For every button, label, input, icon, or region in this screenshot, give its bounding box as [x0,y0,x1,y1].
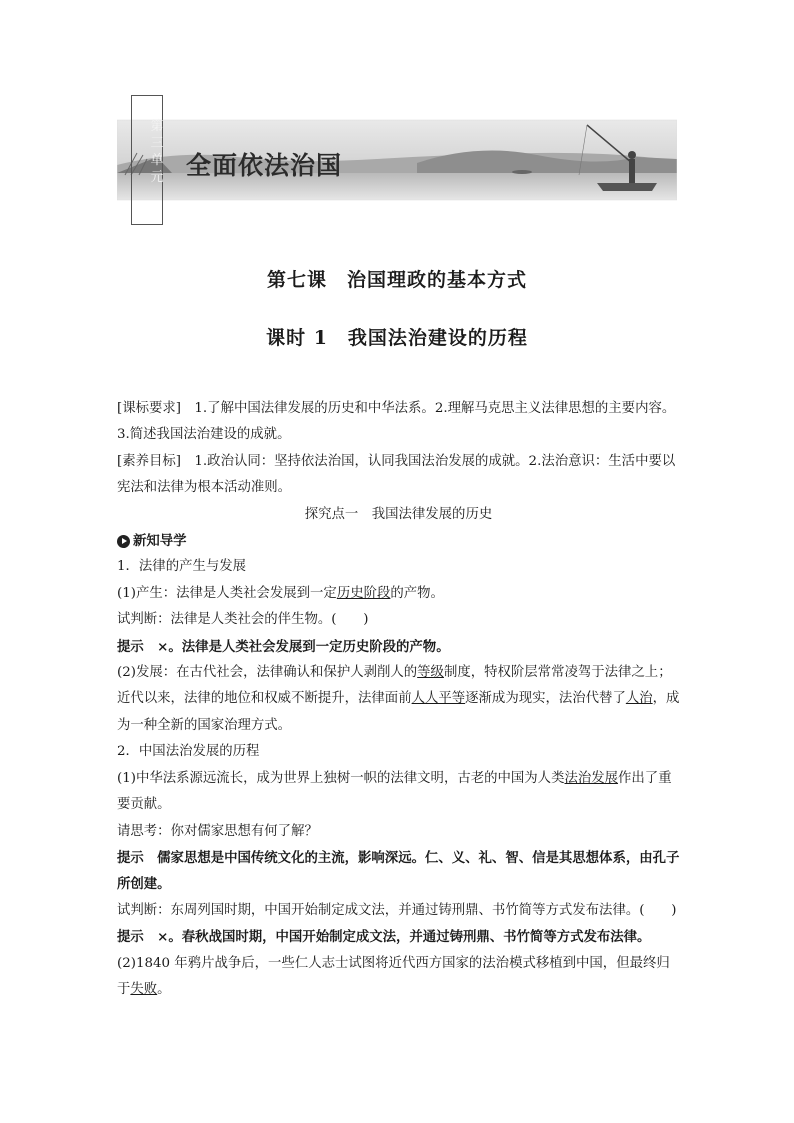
text-run: ，成为一种全新的国家治理方式。 [117,691,680,733]
underlined-term: 等级 [417,665,444,681]
text-run: (2)发展：在古代社会，法律确认和保护人剥削人的 [117,665,418,681]
unit-label: 第三单元 [150,119,164,185]
paragraph-development [117,660,680,739]
text-run: 制度，特权阶层常常凌驾于法律之上；近代以来，法律的地位和权威不断提升，法律面前 [117,665,672,707]
text-run: (1)中华法系源远流长，成为世界上独树一帜的法律文明，古老的中国为人类 [117,770,565,786]
paragraph-opium-war [117,951,680,1004]
underlined-term: 人治 [625,691,653,707]
standards-text: 1.了解中国法律发展的历史和中华法系。2.理解马克思主义法律思想的主要内容。3.简述我国法治建设的成就。 [117,401,676,443]
underlined-term: 历史阶段 [336,585,391,601]
standards-label: [课标要求] [117,401,182,416]
play-circle-icon [117,535,130,548]
judge-question-2: 试判断：东周列国时期，中国开始制定成文法，并通过铸刑鼎、书竹简等方式发布法律。( ) [117,902,677,918]
lesson-title: 第七课 治国理政的基本方式 [266,269,527,291]
text-run: 的产物。 [390,585,444,601]
judge-question-1: 试判断：法律是人类社会的伴生物。( ) [117,612,369,628]
literacy-paragraph [117,449,680,502]
underlined-term: 失败 [130,981,158,997]
unit-title: 全面依法治国 [186,151,343,180]
heading-1: 1．法律的产生与发展 [117,559,247,575]
text-run: (1)产生：法律是人类社会发展到一定 [117,585,337,601]
section-heading-label: 新知导学 [133,533,187,550]
period-title: 课时 1 我国法治建设的历程 [266,327,528,349]
text-run: 逐渐成为现实，法治代替了 [465,691,626,707]
literacy-label: [素养目标] [117,453,182,469]
underlined-term: 法治发展 [564,770,619,786]
text-run: 。 [157,981,171,997]
think-question: 请思考：你对儒家思想有何了解？ [117,823,318,839]
standards-paragraph [117,396,680,449]
text-run: (2)1840 年鸦片战争后，一些仁人志士试图将近代西方国家的法治模式移植到中国，但最终归于 [117,955,670,997]
explore-point-heading: 探究点一 我国法律发展的历史 [304,506,493,522]
hint-1: 提示 ×。法律是人类社会发展到一定历史阶段的产物。 [117,638,450,655]
section-heading [117,528,680,554]
hint-3: 提示 ×。春秋战国时期，中国开始制定成文法，并通过铸刑鼎、书竹简等方式发布法律。 [117,929,651,946]
paragraph-origin [117,581,680,607]
document-body [117,396,680,1003]
paragraph-chinese-law [117,766,680,819]
underlined-term: 人人平等 [411,691,466,707]
literacy-text: 1.政治认同：坚持依法治国，认同我国法治发展的成就。2.法治意识：生活中要以宪法和法律为根本活动准则。 [117,453,676,496]
text-run: 作出了重要贡献。 [117,770,672,813]
heading-2: 2．中国法治发展的历程 [117,744,260,760]
hint-2: 提示 儒家思想是中国传统文化的主流，影响深远。仁、义、礼、智、信是其思想体系，由孔子所创建。 [117,849,680,893]
